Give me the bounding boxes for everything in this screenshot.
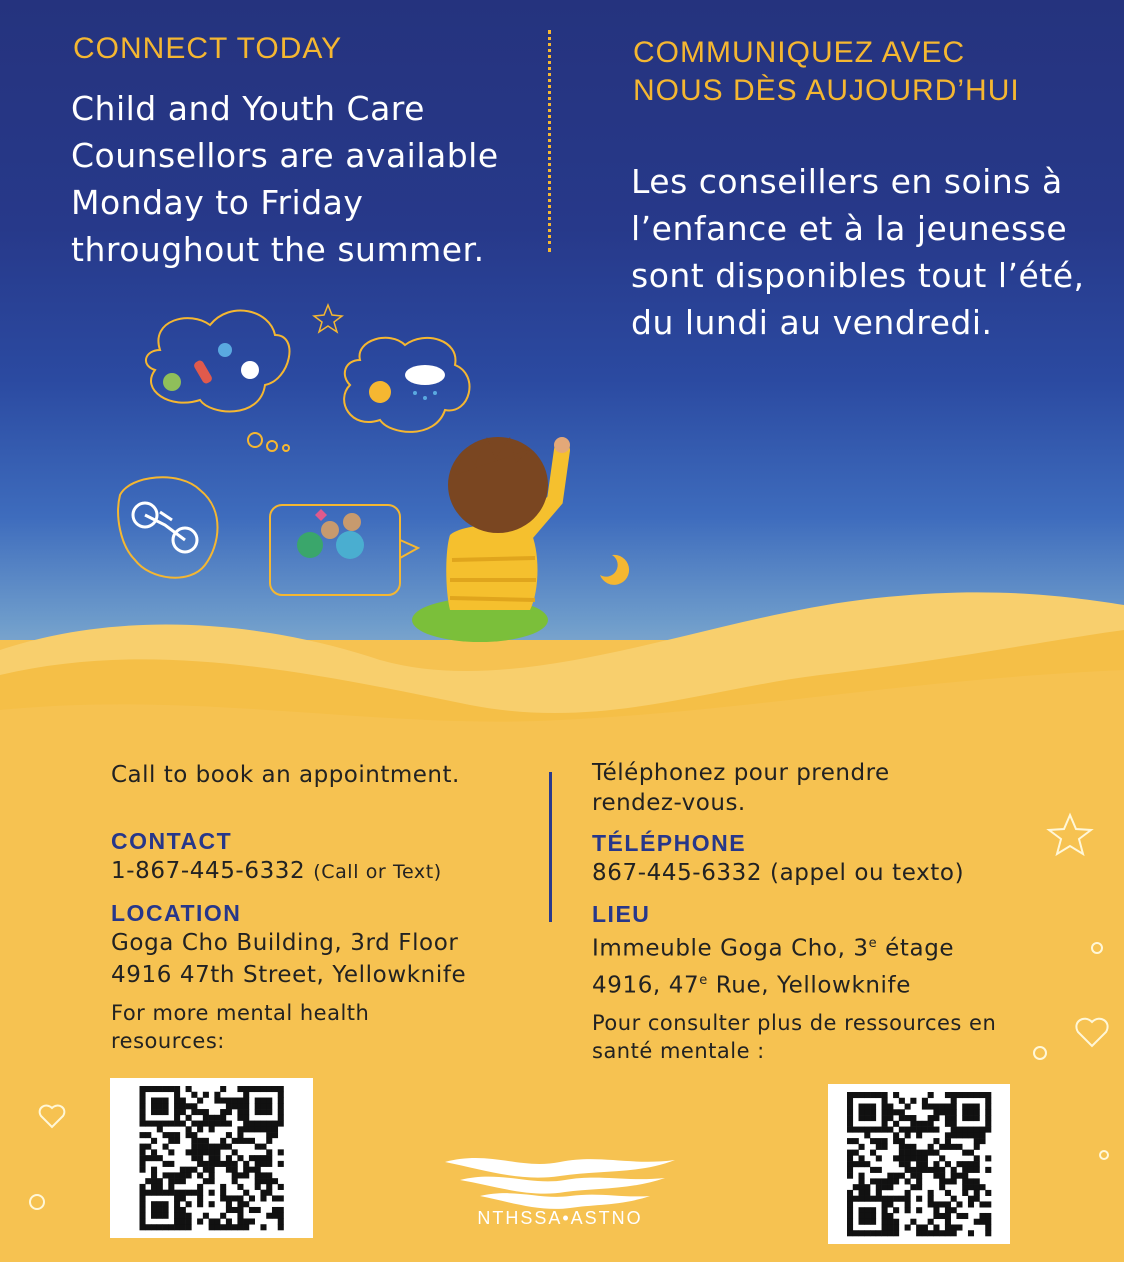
french-contact-column xyxy=(592,758,1032,1065)
french-phone: 867-445-6332 (appel ou texto) xyxy=(592,860,965,886)
french-address-line2: 4916, 47e Rue, Yellowknife xyxy=(592,972,911,999)
english-contact-label: CONTACT xyxy=(111,828,233,854)
english-phone-line xyxy=(111,855,531,888)
english-body: Child and Youth Care Counsellors are available Monday to Friday throughout the summer. xyxy=(71,89,499,269)
french-call-intro: Téléphonez pour prendre rendez-vous. xyxy=(592,760,890,816)
french-address-line1: Immeuble Goga Cho, 3e étage xyxy=(592,935,955,962)
french-body: Les conseillers en soins à l’enfance et à la jeunesse sont disponibles tout l’été, du lundi au vendredi. xyxy=(631,162,1085,342)
english-contact-column xyxy=(111,760,531,1055)
dotted-divider xyxy=(548,30,551,252)
english-location-label: LOCATION xyxy=(111,900,242,926)
french-resources-text: Pour consulter plus de ressources en santé mentale : xyxy=(592,1011,997,1064)
column-divider xyxy=(549,772,552,922)
logo-text: NTHSSA•ASTNO xyxy=(477,1208,643,1228)
english-call-intro: Call to book an appointment. xyxy=(111,762,460,788)
english-address-line1: Goga Cho Building, 3rd Floor xyxy=(111,930,459,956)
french-contact-label: TÉLÉPHONE xyxy=(592,830,747,856)
english-phone-note: (Call or Text) xyxy=(313,861,442,883)
child-drawing-illustration xyxy=(100,290,660,650)
french-heading: COMMUNIQUEZ AVEC NOUS DÈS AUJOURD’HUI xyxy=(633,36,1020,107)
english-phone: 1-867-445-6332 xyxy=(111,858,306,884)
qr-code-icon[interactable] xyxy=(110,1078,313,1238)
french-location-label: LIEU xyxy=(592,901,651,927)
english-resources-text: For more mental health resources: xyxy=(111,1001,370,1053)
qr-code-icon[interactable] xyxy=(828,1084,1010,1244)
english-address-line2: 4916 47th Street, Yellowknife xyxy=(111,962,467,988)
english-heading: CONNECT TODAY xyxy=(73,32,343,65)
